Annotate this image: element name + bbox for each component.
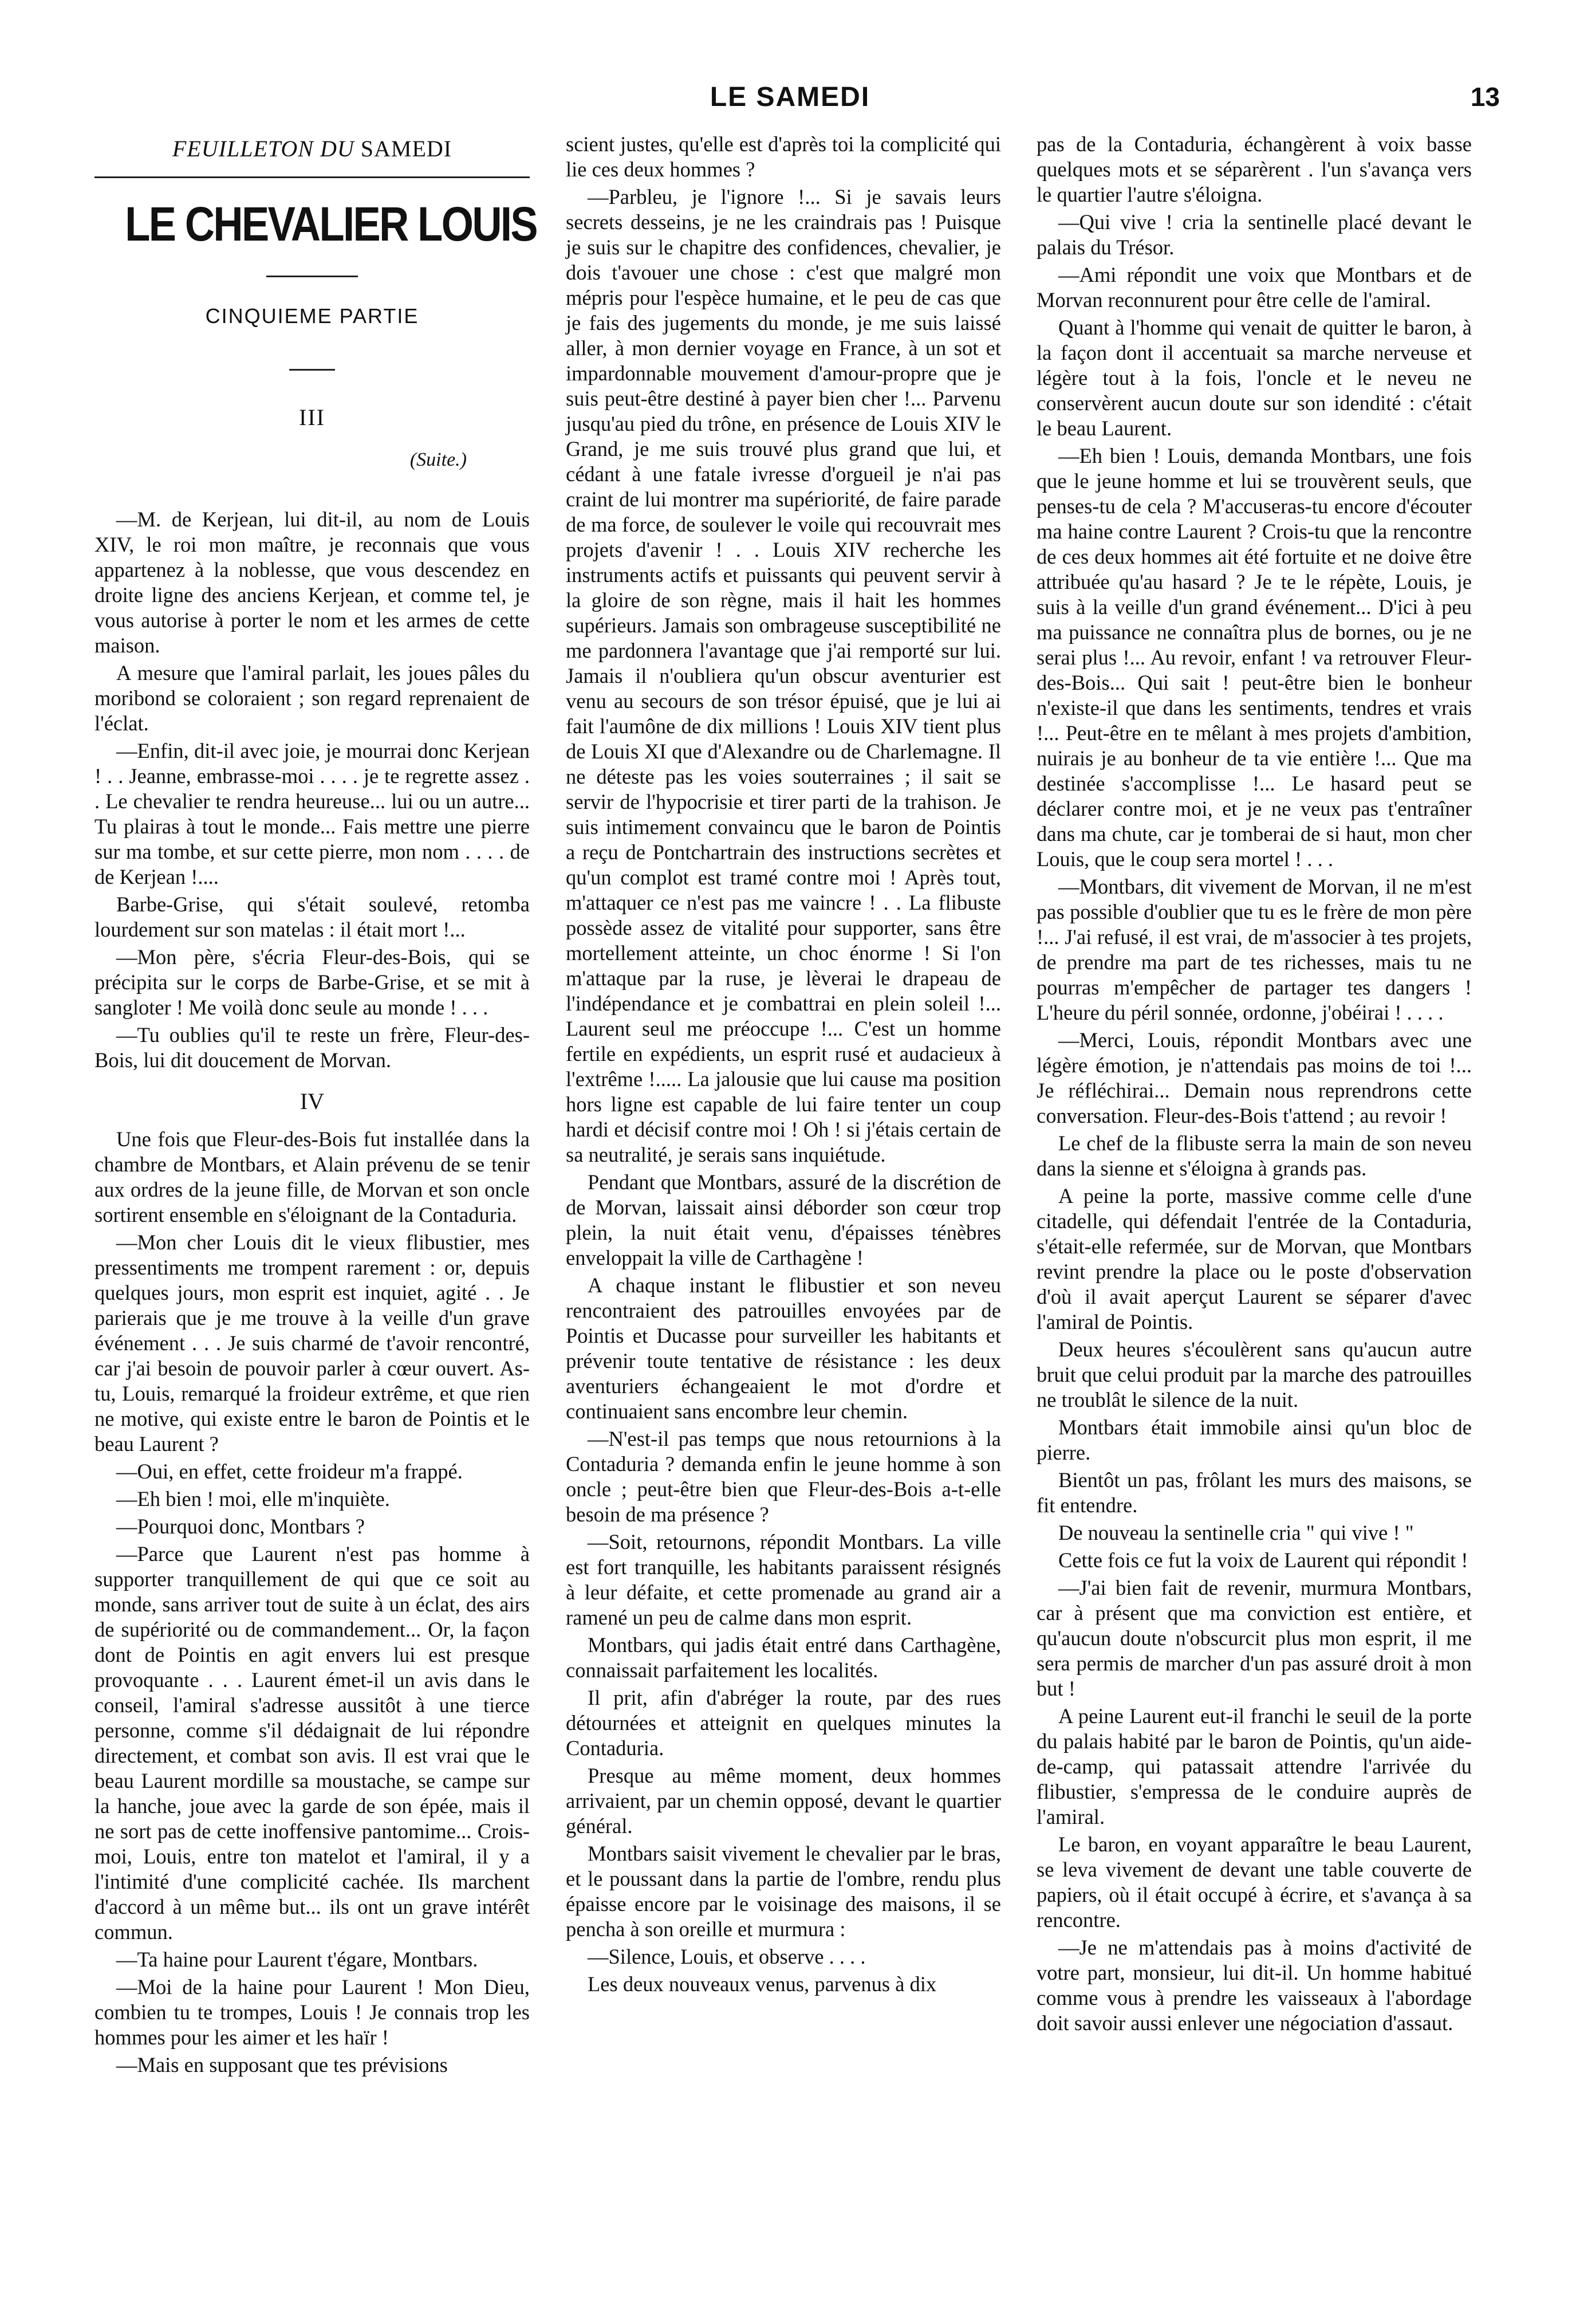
paragraph: —Tu oublies qu'il te reste un frère, Fleur-des-Bois, lui dit doucement de Morvan.: [94, 1023, 530, 1072]
running-header: [0, 76, 1580, 116]
paragraph: —Eh bien ! Louis, demanda Montbars, une fois que le jeune homme et lui se trouvèrent seuls, que penses-tu de cela ? M'accuseras-tu encore d'écouter ma haine contre Laurent ? Crois-tu que la rencontre de ces deux hommes ait été fortuite et ne doive être attribuée qu'au hasard ? Je te le répète, Louis, je suis à la veille d'un grand événement... D'ici à peu ma puissance ne connaîtra plus de bornes, ou je ne serai plus !... Au revoir, enfant ! va retrouver Fleur-des-Bois... Qui sait ! peut-être bien le bonheur n'existe-il que dans les sentiments, tendres et vrais !... Peut-être en te mêlant à mes projets d'ambition, nuirais je au bonheur de ta vie entière !... Que ma destinée s'accomplisse !... Le hasard peut se déclarer contre moi, et je ne veux pas t'entraîner dans ma chute, car je tomberai de si haut, mon cher Louis, que le coup sera mortel ! . . .: [1037, 444, 1472, 871]
paragraph: Le chef de la flibuste serra la main de son neveu dans la sienne et s'éloigna à grands pas.: [1037, 1131, 1472, 1180]
paragraph: Les deux nouveaux venus, parvenus à dix: [588, 1972, 937, 1996]
column-2-text: [566, 132, 1001, 1997]
paragraph: Montbars était immobile ainsi qu'un bloc de pierre.: [1037, 1415, 1472, 1464]
publication-title: LE SAMEDI: [710, 82, 870, 112]
paragraph: A peine la porte, massive comme celle d'une citadelle, qui défendait l'entrée de la Contaduria, s'était-elle refermée, sur de Morvan, que Montbars revint prendre la place ou le poste d'observation d'où il avait aperçut Laurent se séparer d'avec l'amiral de Pointis.: [1037, 1184, 1472, 1334]
paragraph: —Mon père, s'écria Fleur-des-Bois, qui se précipita sur le corps de Barbe-Grise, et se mit à sangloter ! Me voilà donc seule au monde ! . . .: [94, 945, 530, 1019]
feuilleton-label-italic: FEUILLETON DU: [172, 136, 354, 162]
paragraph: —Pourquoi donc, Montbars ?: [116, 1515, 365, 1538]
column-2: [566, 132, 1001, 1999]
paragraph: Pendant que Montbars, assuré de la discrétion de de Morvan, laissait ainsi déborder son cœur trop plein, la nuit était venu, d'épaisses ténèbres enveloppait la ville de Carthagène !: [566, 1170, 1001, 1269]
title-rule: [94, 176, 530, 178]
paragraph: —Ami répondit une voix que Montbars et de Morvan reconnurent pour être celle de l'amiral.: [1037, 263, 1472, 312]
paragraph: —J'ai bien fait de revenir, murmura Montbars, car à présent que ma conviction est entière, et qu'aucun doute n'obscurcit plus mon esprit, il me sera permis de marcher d'un pas assuré droit à mon but !: [1037, 1576, 1472, 1700]
paragraph: A mesure que l'amiral parlait, les joues pâles du moribond se coloraient ; son regard reprenaient de l'éclat.: [94, 661, 530, 735]
part-separator: [289, 369, 335, 371]
paragraph: De nouveau la sentinelle cria " qui vive ! ": [1058, 1521, 1414, 1544]
story-title: LE CHEVALIER LOUIS: [125, 197, 537, 251]
paragraph: —Silence, Louis, et observe . . . .: [588, 1945, 866, 1968]
paragraph: scient justes, qu'elle est d'après toi la complicité qui lie ces deux hommes ?: [566, 132, 1001, 181]
paragraph: Presque au même moment, deux hommes arrivaient, par un chemin opposé, devant le quartier général.: [566, 1764, 1001, 1838]
feuilleton-label-upright: SAMEDI: [360, 136, 452, 162]
paragraph: —Moi de la haine pour Laurent ! Mon Dieu, combien tu te trompes, Louis ! Je connais trop les hommes pour les aimer et les haïr !: [94, 1975, 530, 2049]
column-3: [1037, 132, 1472, 2038]
paragraph: Montbars, qui jadis était entré dans Carthagène, connaissait parfaitement les localités.: [566, 1633, 1001, 1682]
paragraph: —Ta haine pour Laurent t'égare, Montbars.: [116, 1948, 478, 1971]
paragraph: —Enfin, dit-il avec joie, je mourrai donc Kerjean ! . . Jeanne, embrasse-moi . . . . je te regrette assez . . Le chevalier te rendra heureuse... lui ou un autre... Tu plairas à tout le monde... Fais mettre une pierre sur ma tombe, et sur cette pierre, mon nom . . . . de de Kerjean !....: [94, 739, 530, 888]
paragraph: —Montbars, dit vivement de Morvan, il ne m'est pas possible d'oublier que tu es le frère de mon père !... J'ai refusé, il est vrai, de m'associer à tes projets, de prendre ma part de tes richesses, mais tu ne pourras m'empêcher de partager tes dangers ! L'heure du péril sonnée, ordonne, j'obéirai ! . . . .: [1037, 875, 1472, 1024]
paragraph: —Parbleu, je l'ignore !... Si je savais leurs secrets desseins, je ne les craindrais pas ! Puisque je suis sur le chapitre des confidences, chevalier, je dois t'avouer une chose : c'est que malgré mon mépris pour l'espèce humaine, et le peu de cas que je fais des jugements du monde, je me suis laissé aller, à mon dernier voyage en France, à un sot et impardonnable mouvement d'amour-propre que je suis peut-être destiné à payer bien cher !... Parvenu jusqu'au pied du trône, en présence de Louis XIV le Grand, je me suis trouvé plus grand que lui, et cédant à une fatale ivresse d'orgueil je n'ai pas craint de lui montrer ma supériorité, de faire parade de ma force, de soulever le voile qui recouvrait mes projets d'avenir ! . . Louis XIV recherche les instruments actifs et puissants qui peuvent servir à la gloire de son règne, mais il hait les hommes supérieurs. Jamais son ombrageuse susceptibilité ne me pardonnera l'avantage que j'ai remporté sur lui. Jamais il n'oubliera qu'un obscur aventurier est venu au secours de son trésor épuisé, que je lui ai fait l'aumône de dix millions ! Louis XIV tient plus de Louis XI que d'Alexandre ou de Charlemagne. Il ne déteste pas les voies souterraines ; il sait se servir de l'hypocrisie et tirer parti de la trahison. Je suis intimement convaincu que le baron de Pointis a reçu de Pontchartrain des instructions secrètes et qu'un complot est tramé contre moi ! Après tout, m'attaquer ce n'est pas me vaincre ! . . La flibuste possède assez de vitalité pour supporter, sans être mortellement atteinte, un choc énorme ! Si l'on m'attaque par la ruse, je lèverai le drapeau de l'indépendance et je combattrai en plein soleil !... Laurent seul me préoccupe !... C'est un homme fertile en expédients, un esprit rusé et audacieux à l'extrême !..... La jalousie que lui cause ma position hors ligne est capable de lui faire tenter un coup hardi et décisif contre moi ! Oh ! si j'étais certain de sa neutralité, je serais sans inquiétude.: [566, 185, 1001, 1166]
column-1-text-b: [94, 1127, 530, 2078]
paragraph: —Mon cher Louis dit le vieux flibustier, mes pressentiments me trompent rarement : or, depuis quelques jours, mon esprit est inquiet, agité . . Je parierais que je me trouve à la veille d'un grave événement . . . Je suis charmé de t'avoir rencontré, car j'ai besoin de pouvoir parler à cœur ouvert. As-tu, Louis, remarqué la froideur extrême, et que rien ne motive, qui existe entre le baron de Pointis et le beau Laurent ?: [94, 1230, 530, 1456]
column-1-text-a: [94, 507, 530, 1073]
paragraph: —Mais en supposant que tes prévisions: [116, 2053, 448, 2077]
paragraph: —Parce que Laurent n'est pas homme à supporter tranquillement de qui que ce soit au monde, sans arriver tout de suite à un éclat, des airs de supériorité ou de commandement... Or, la façon dont de Pointis en agit envers lui est presque provoquante . . . Laurent émet-il un avis dans le conseil, l'amiral s'adresse aussitôt à une tierce personne, comme s'il dédaignait de lui répondre directement, et combat son avis. Il est vrai que le beau Laurent mordille sa moustache, se campe sur la hanche, joue avec la garde de son épée, mais il ne sort pas de cette inoffensive pantomime... Crois-moi, Louis, entre ton matelot et l'amiral, il y a l'intimité d'une complicité cachée. Ils marchent d'accord à un même but... ils ont un grave intérêt commun.: [94, 1542, 530, 1944]
paragraph: —N'est-il pas temps que nous retournions à la Contaduria ? demanda enfin le jeune homme à son oncle ; peut-être bien que Fleur-des-Bois a-t-elle besoin de ma présence ?: [566, 1427, 1001, 1526]
column-3-text: [1037, 132, 1472, 2036]
suite-note: (Suite.): [409, 449, 467, 470]
title-separator: [266, 276, 358, 277]
paragraph: Barbe-Grise, qui s'était soulevé, retomba lourdement sur son matelas : il était mort !...: [94, 892, 530, 941]
paragraph: Une fois que Fleur-des-Bois fut installée dans la chambre de Montbars, et Alain prévenu de se tenir aux ordres de la jeune fille, de Morvan et son oncle sortirent ensemble en s'éloignant de la Contaduria.: [94, 1127, 530, 1226]
chapter-heading-iii: III: [299, 404, 325, 430]
paragraph: —Soit, retournons, répondit Montbars. La ville est fort tranquille, les habitants paraissent résignés à leur défaite, et cette promenade au grand air a ramené un peu de calme dans mon esprit.: [566, 1530, 1001, 1629]
paragraph: Il prit, afin d'abréger la route, par des rues détournées et atteignit en quelques minutes la Contaduria.: [566, 1686, 1001, 1760]
paragraph: Quant à l'homme qui venait de quitter le baron, à la façon dont il accentuait sa marche nerveuse et légère tout à la fois, l'oncle et le neveu ne conservèrent aucun doute sur son idendité : c'était le beau Laurent.: [1037, 316, 1472, 440]
paragraph: —Je ne m'attendais pas à moins d'activité de votre part, monsieur, lui dit-il. Un homme habitué comme vous à prendre les vaisseaux à l'abordage doit savoir aussi enlever une négociation d'assaut.: [1037, 1936, 1472, 2035]
paragraph: —Merci, Louis, répondit Montbars avec une légère émotion, je n'attendais pas moins de toi !... Je réfléchirai... Demain nous reprendrons cette conversation. Fleur-des-Bois t'attend ; au revoir !: [1037, 1028, 1472, 1127]
page-number: 13: [1470, 82, 1500, 112]
chapter-heading-iv: IV: [300, 1088, 325, 1114]
paragraph: Deux heures s'écoulèrent sans qu'aucun autre bruit que celui produit par la marche des patrouilles ne troublât le silence de la nuit.: [1037, 1338, 1472, 1411]
paragraph: Cette fois ce fut la voix de Laurent qui répondit !: [1058, 1548, 1468, 1572]
paragraph: —M. de Kerjean, lui dit-il, au nom de Louis XIV, le roi mon maître, je reconnais que vous appartenez à la noblesse, que vous descendez en droite ligne des anciens Kerjean, et comme tel, je vous autorise à porter le nom et les armes de cette maison.: [94, 508, 530, 657]
paragraph: —Qui vive ! cria la sentinelle placé devant le palais du Trésor.: [1037, 210, 1472, 259]
paragraph: —Eh bien ! moi, elle m'inquiète.: [116, 1487, 390, 1511]
paragraph: —Oui, en effet, cette froideur m'a frappé.: [116, 1460, 463, 1483]
paragraph: A chaque instant le flibustier et son neveu rencontraient des patrouilles envoyées par de Pointis et Ducasse pour surveiller les habitants et prévenir toute tentative de résistance : les deux aventuriers échangeaient le mot d'ordre et continuaient sans encombre leur chemin.: [566, 1273, 1001, 1423]
paragraph: A peine Laurent eut-il franchi le seuil de la porte du palais habité par le baron de Pointis, qu'un aide-de-camp, qui patassait attendre l'arrivée du flibustier, s'empressa de le conduire auprès de l'amiral.: [1037, 1704, 1472, 1828]
part-heading: CINQUIEME PARTIE: [205, 304, 419, 328]
paragraph: pas de la Contaduria, échangèrent à voix basse quelques mots et se séparèrent . l'un s'avança vers le quartier l'autre s'éloigna.: [1037, 132, 1472, 206]
feuilleton-label: [94, 136, 530, 162]
column-1: [94, 132, 537, 2080]
paragraph: Montbars saisit vivement le chevalier par le bras, et le poussant dans la partie de l'ombre, rendu plus épaisse encore par le voisinage des maisons, il se pencha à son oreille et murmura :: [566, 1842, 1001, 1941]
paragraph: Bientôt un pas, frôlant les murs des maisons, se fit entendre.: [1037, 1468, 1472, 1517]
paragraph: Le baron, en voyant apparaître le beau Laurent, se leva vivement de devant une table couverte de papiers, où il était occupé à écrire, et s'avança à sa rencontre.: [1037, 1833, 1472, 1932]
